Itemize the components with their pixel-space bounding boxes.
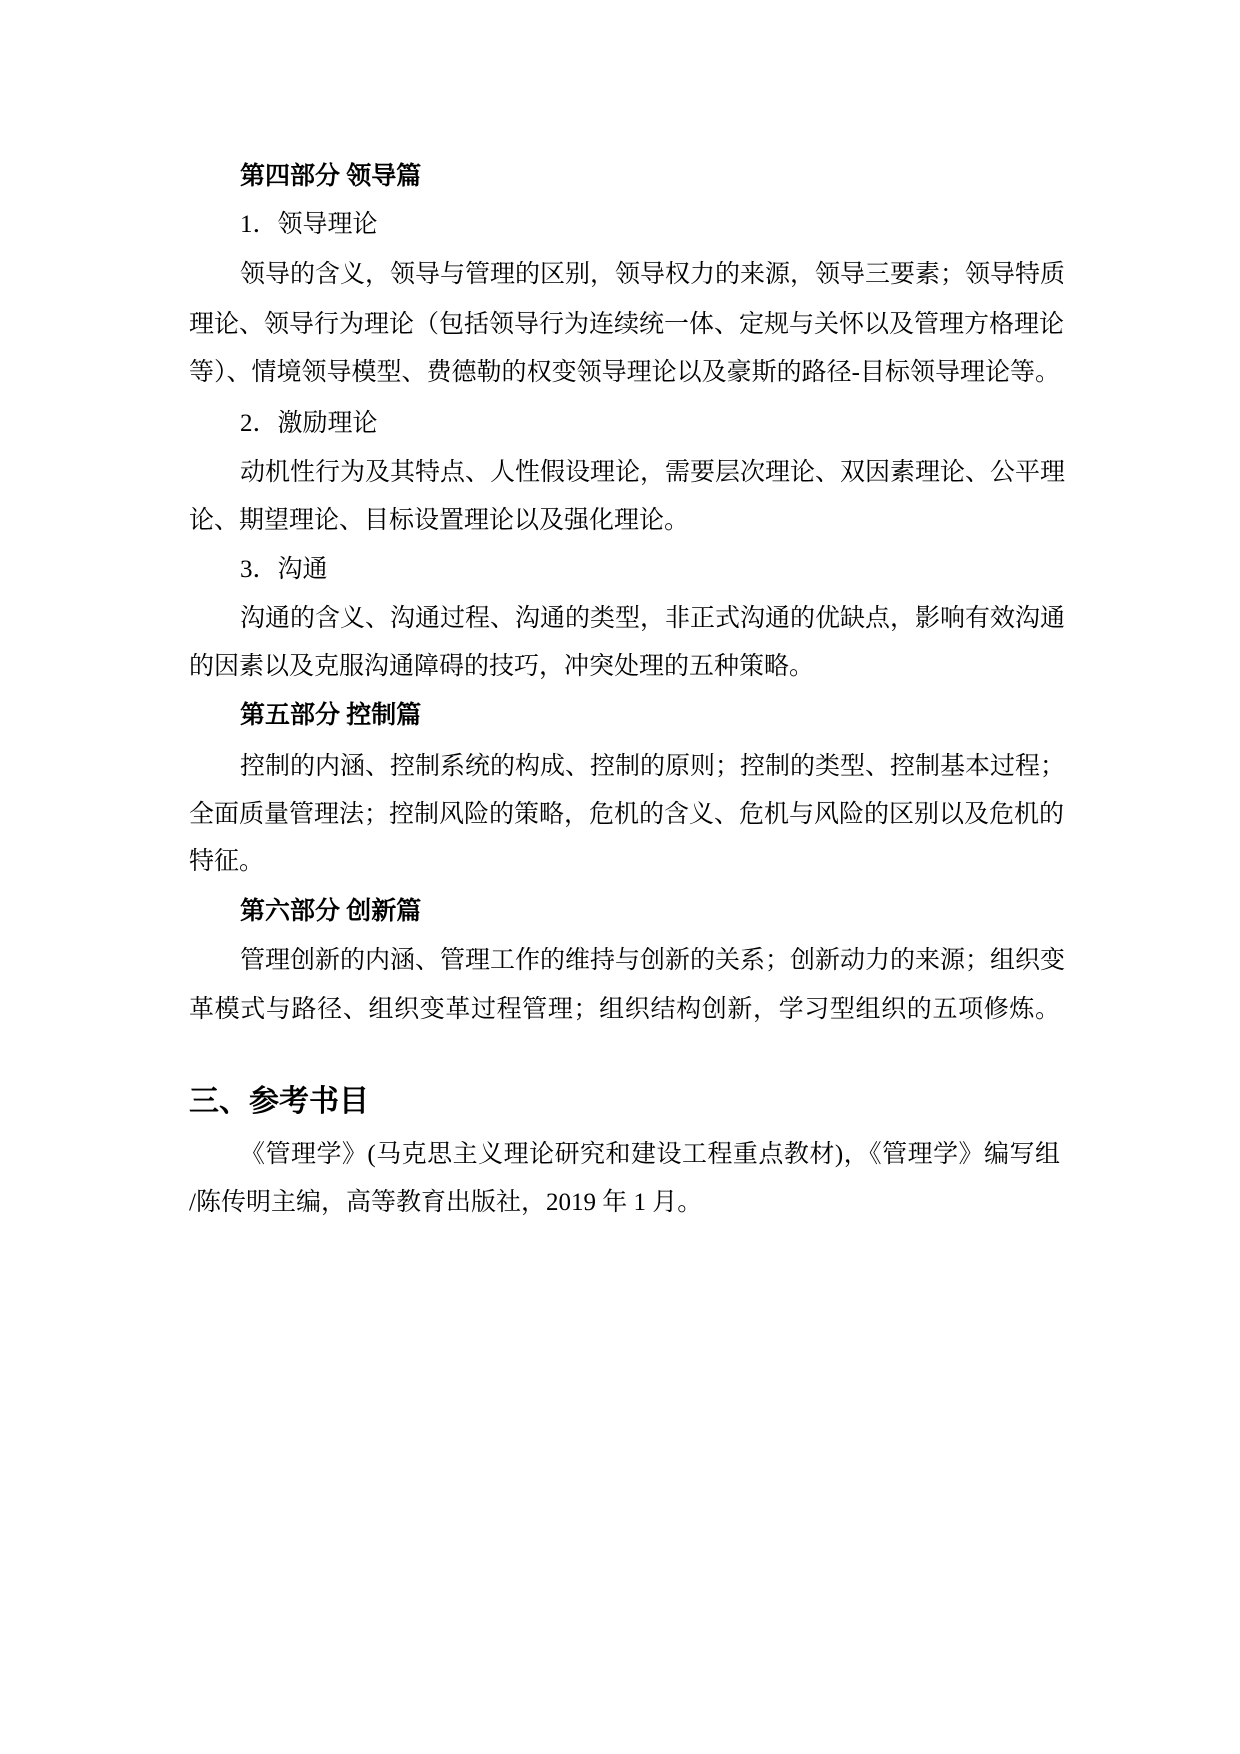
- part6-line: 管理创新的内涵、管理工作的维持与创新的关系；创新动力的来源；组织变: [240, 947, 1066, 974]
- part6-line: 革模式与路径、组织变革过程管理；组织结构创新，学习型组织的五项修炼。: [189, 996, 1060, 1023]
- part5-line: 控制的内涵、控制系统的构成、控制的原则；控制的类型、控制基本过程；: [240, 753, 1066, 780]
- item3-title: 3．沟通: [240, 556, 328, 583]
- part5-heading: 第五部分 控制篇: [240, 702, 422, 729]
- item1-line: 领导的含义，领导与管理的区别，领导权力的来源，领导三要素；领导特质: [240, 261, 1066, 288]
- part6-heading: 第六部分 创新篇: [240, 898, 422, 925]
- item1-line: 理论、领导行为理论（包括领导行为连续统一体、定规与关怀以及管理方格理论: [189, 311, 1065, 338]
- part5-line: 全面质量管理法；控制风险的策略，危机的含义、危机与风险的区别以及危机的: [189, 801, 1065, 828]
- reference-line: /陈传明主编，高等教育出版社，2019 年 1 月。: [189, 1189, 703, 1216]
- item3-line: 沟通的含义、沟通过程、沟通的类型，非正式沟通的优缺点，影响有效沟通: [240, 605, 1066, 632]
- item2-title: 2．激励理论: [240, 410, 378, 437]
- reference-line: 《管理学》(马克思主义理论研究和建设工程重点教材)，《管理学》编写组: [240, 1141, 1060, 1168]
- item1-title: 1．领导理论: [240, 211, 378, 238]
- section3-heading: 三、参考书目: [189, 1084, 369, 1119]
- item2-line: 论、期望理论、目标设置理论以及强化理论。: [189, 507, 690, 534]
- part4-heading: 第四部分 领导篇: [240, 163, 422, 190]
- item1-line: 等）、情境领导模型、费德勒的权变领导理论以及豪斯的路径-目标领导理论等。: [189, 359, 1060, 386]
- item3-line: 的因素以及克服沟通障碍的技巧，冲突处理的五种策略。: [189, 653, 815, 680]
- item2-line: 动机性行为及其特点、人性假设理论，需要层次理论、双因素理论、公平理: [240, 459, 1066, 486]
- part5-line: 特征。: [189, 848, 265, 875]
